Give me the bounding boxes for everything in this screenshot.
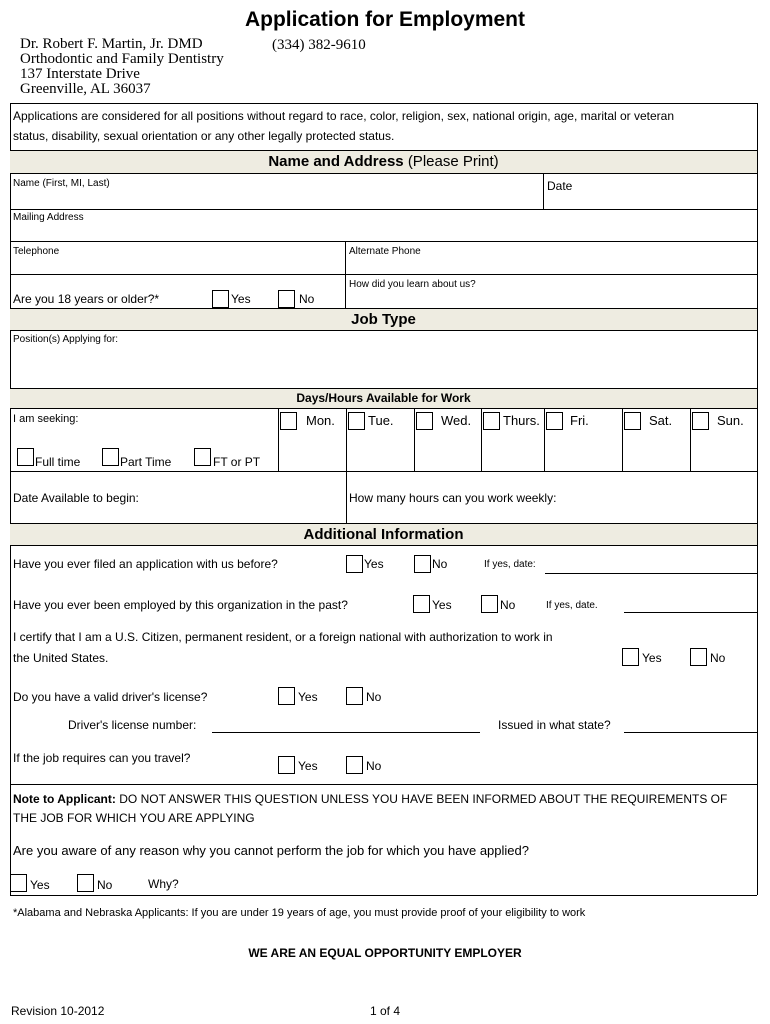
full-time-checkbox[interactable] [17, 448, 34, 466]
license-no-label: No [366, 690, 382, 704]
section-additional-heading: Additional Information [303, 526, 464, 543]
revision-label: Revision 10-2012 [11, 1004, 105, 1018]
eeo-statement: WE ARE AN EQUAL OPPORTUNITY EMPLOYER [248, 946, 522, 960]
employed-yes-checkbox[interactable] [413, 595, 430, 613]
alt-phone-field[interactable] [346, 242, 756, 274]
aware-no-checkbox[interactable] [77, 874, 94, 892]
employer-city: Greenville, AL 36037 [20, 81, 151, 97]
day-tue-label: Tue. [368, 413, 394, 428]
age-question: Are you 18 years or older?* [13, 292, 160, 306]
col-divider [690, 408, 691, 471]
aware-yes-label: Yes [30, 878, 50, 892]
days-hours-heading: Days/Hours Available for Work [296, 391, 471, 405]
filed-no-checkbox[interactable] [414, 555, 431, 573]
age-no-label: No [299, 292, 315, 306]
name-label: Name (First, MI, Last) [13, 178, 110, 189]
date-available-field[interactable] [11, 472, 345, 522]
filed-date-field[interactable] [545, 573, 757, 574]
part-time-label: Part Time [120, 455, 172, 469]
form-top-border [10, 103, 757, 104]
date-label: Date [547, 179, 573, 193]
employed-no-checkbox[interactable] [481, 595, 498, 613]
employer-practice: Orthodontic and Family Dentistry [20, 51, 224, 67]
ft-or-pt-checkbox[interactable] [194, 448, 211, 466]
license-no-checkbox[interactable] [346, 687, 363, 705]
filed-yes-label: Yes [364, 557, 384, 571]
disclaimer-line1: Applications are considered for all positions without regard to race, color, religion, sex, national origin, age, marital or veteran [13, 109, 675, 123]
page-title: Application for Employment [244, 8, 525, 31]
day-tue-checkbox[interactable] [348, 412, 365, 430]
certify-yes-checkbox[interactable] [622, 648, 639, 666]
certify-no-checkbox[interactable] [690, 648, 707, 666]
learn-field[interactable] [346, 275, 756, 308]
days-hours-header [10, 388, 757, 409]
day-mon-label: Mon. [306, 413, 335, 428]
certify-yes-label: Yes [642, 651, 662, 665]
section-job-type [10, 308, 757, 331]
day-fri-label: Fri. [570, 413, 589, 428]
section-job-type-heading: Job Type [351, 311, 416, 328]
note-bold: Note to Applicant: [13, 792, 116, 806]
travel-no-label: No [366, 759, 382, 773]
hours-weekly-label: How many hours can you work weekly: [349, 491, 557, 505]
day-sat-checkbox[interactable] [624, 412, 641, 430]
day-wed-label: Wed. [441, 413, 472, 428]
footnote: *Alabama and Nebraska Applicants: If you are under 19 years of age, you must provide proof of your eligibility to work [13, 907, 586, 919]
full-time-label: Full time [35, 455, 81, 469]
note-line2: THE JOB FOR WHICH YOU ARE APPLYING [13, 811, 255, 825]
col-divider [481, 408, 482, 471]
license-yes-checkbox[interactable] [278, 687, 295, 705]
employed-no-label: No [500, 598, 516, 612]
positions-field[interactable] [11, 331, 756, 387]
ft-or-pt-label: FT or PT [213, 455, 261, 469]
certify-line2: the United States. [13, 651, 109, 665]
filed-before-question: Have you ever filed an application with us before? [13, 557, 278, 571]
aware-question: Are you aware of any reason why you cannot perform the job for which you have applied? [13, 843, 529, 858]
day-sun-checkbox[interactable] [692, 412, 709, 430]
date-available-label: Date Available to begin: [13, 491, 139, 505]
col-divider [278, 408, 279, 471]
section-name-address-note: (Please Print) [407, 153, 499, 170]
travel-no-checkbox[interactable] [346, 756, 363, 774]
travel-question: If the job requires can you travel? [13, 751, 191, 765]
day-thurs-label: Thurs. [503, 413, 540, 428]
day-fri-checkbox[interactable] [546, 412, 563, 430]
disclaimer-line2: status, disability, sexual orientation or any other legally protected status. [13, 129, 395, 143]
col-divider [414, 408, 415, 471]
employer-name: Dr. Robert F. Martin, Jr. DMD [20, 36, 203, 52]
issued-state-label: Issued in what state? [498, 718, 611, 732]
mailing-address-field[interactable] [11, 210, 756, 241]
filed-yes-checkbox[interactable] [346, 555, 363, 573]
day-thurs-checkbox[interactable] [483, 412, 500, 430]
seeking-label: I am seeking: [13, 413, 79, 425]
day-sat-label: Sat. [649, 413, 673, 428]
section-name-address-heading: Name and Address [268, 153, 404, 170]
day-mon-checkbox[interactable] [280, 412, 297, 430]
col-divider [622, 408, 623, 471]
col-divider [544, 408, 545, 471]
name-field[interactable] [11, 174, 543, 208]
filed-if-yes-label: If yes, date: [484, 559, 536, 570]
learn-label: How did you learn about us? [349, 279, 476, 290]
issued-state-field[interactable] [624, 732, 757, 733]
telephone-label: Telephone [13, 246, 60, 257]
page-number: 1 of 4 [370, 1004, 401, 1018]
travel-yes-label: Yes [298, 759, 318, 773]
aware-no-label: No [97, 878, 113, 892]
day-sun-label: Sun. [717, 413, 744, 428]
positions-label: Position(s) Applying for: [13, 334, 119, 345]
license-yes-label: Yes [298, 690, 318, 704]
age-yes-label: Yes [231, 292, 251, 306]
employed-yes-label: Yes [432, 598, 452, 612]
employed-date-field[interactable] [624, 612, 757, 613]
telephone-field[interactable] [11, 242, 345, 274]
age-yes-checkbox[interactable] [212, 290, 229, 308]
form-right-border [757, 103, 758, 895]
note-to-applicant [13, 792, 727, 806]
license-question: Do you have a valid driver's license? [13, 690, 208, 704]
why-label: Why? [148, 877, 179, 891]
day-wed-checkbox[interactable] [416, 412, 433, 430]
section-additional [10, 523, 757, 546]
part-time-checkbox[interactable] [102, 448, 119, 466]
filed-no-label: No [432, 557, 448, 571]
section-name-address [10, 150, 757, 174]
row-line [10, 784, 757, 785]
form-bottom-border [10, 895, 757, 896]
aware-yes-checkbox[interactable] [10, 874, 27, 892]
employed-if-yes-label: If yes, date. [546, 600, 598, 611]
employer-phone: (334) 382-9610 [272, 37, 366, 53]
hours-weekly-field[interactable] [347, 472, 756, 522]
mailing-label: Mailing Address [13, 212, 84, 223]
date-field[interactable] [544, 174, 756, 208]
license-number-label: Driver's license number: [68, 718, 197, 732]
employed-before-question: Have you ever been employed by this organization in the past? [13, 598, 348, 612]
alt-phone-label: Alternate Phone [349, 246, 421, 257]
travel-yes-checkbox[interactable] [278, 756, 295, 774]
license-number-field[interactable] [212, 732, 480, 733]
certify-no-label: No [710, 651, 726, 665]
note-text: DO NOT ANSWER THIS QUESTION UNLESS YOU HAVE BEEN INFORMED ABOUT THE REQUIREMENTS OF [119, 792, 728, 806]
employer-street: 137 Interstate Drive [20, 66, 140, 82]
certify-line1: I certify that I am a U.S. Citizen, permanent resident, or a foreign national with authorization to work in [13, 630, 553, 644]
age-no-checkbox[interactable] [278, 290, 295, 308]
